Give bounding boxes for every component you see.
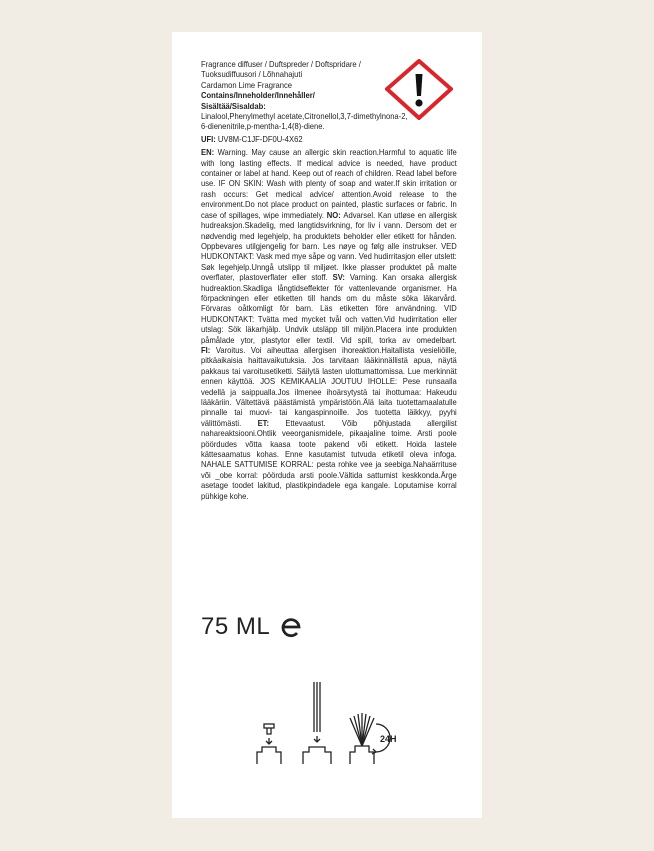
insert-reeds-icon xyxy=(303,682,331,764)
warning-text-fi: Varoitus. Voi aiheuttaa allergisen ihoreaktion.Haitallista vesieliöille, pitkäaikaisia haittavaikutuksia. Jos tarvitaan lääkinnällistä apua, näytä pakkaus tai varoitusetiketti. Säilytä lasten ulottumattomissa. Lue merkinnät ennen käyttöä. JOS KEMIKAALIA JOUTUU IHOLLE: Pese runsaalla vedellä ja saippualla.Jos ilmenee ihoärsytystä tai ihottumaa: Hakeudu lääkäriin. Vältettävä päästämistä ympäristöön.Älä laita tuotettamaalatulle pinnalle tai muovi- tai kangaspinnoille. Jos tuotetta läikkyy, pyyhi välittömästi. xyxy=(201,345,457,428)
e-mark-icon xyxy=(280,616,302,638)
warning-text-et: Ettevaatust. Võib põhjustada allergilist nahareaktsiooni.Ohtlik veeorganismidele, pikaajaline toime. Arsti poole pöördudes võtta kaasa toote pakend või etikett. Hoida lastele kättesaamatus kohas. Enne kasutamist tutvuda etiketil oleva infoga. NAHALE SATTUMISE KORRAL: pesta rohke vee ja seebiga.Nahaärrituse või _obe korral: pöörduda arsti poole.Vältida sattumist keskkonda.Ärge asetage toodet lakitud, plastikpindadele ega kangale. Loputamise korral pühkige kohe. xyxy=(201,418,457,501)
product-name-line2: Tuoksudiffuusori / Lõhnahajuti xyxy=(201,70,303,80)
warning-code-sv: SV: xyxy=(332,273,345,283)
volume-line xyxy=(201,613,302,641)
volume-value: 75 ML xyxy=(201,613,271,640)
contains-heading-line1: Contains/Inneholder/Innehåller/ xyxy=(201,91,315,101)
product-label xyxy=(172,32,482,818)
ufi-label: UFI: xyxy=(201,134,216,144)
fragrance-name: Cardamon Lime Fragrance xyxy=(201,80,292,90)
warning-code-en: EN: xyxy=(201,148,215,158)
contains-heading-line2: Sisältää/Sisaldab: xyxy=(201,101,266,111)
warning-text-sv: Varning. Kan orsaka allergisk hudreaktion.Skadliga långtidseffekter för vattenlevande organismer. Ha förpackningen eller etiketten till hands om du måste söka läkarvård. Förvaras oåtkomligt för barn. Läs etiketten före användning. VID HUDKONTAKT: Tvätta med mycket tvål och vatten.Vid hudirritation eller utslag: Sök läkarhjälp. Undvik utsläpp till miljön.Placera inte produkten påmålade ytor, plastytor eller textil. Vid spill, torka av omedelbart. xyxy=(201,273,457,345)
ingredients-line2: 6-dienenitrile,p-mentha-1,4(8)-diene. xyxy=(201,122,325,132)
warning-code-et: ET: xyxy=(257,418,269,428)
ingredients-line1: Linalool,Phenylmethyl acetate,Citronellol,3,7-dimethylnona-2, xyxy=(201,112,408,122)
ufi-line xyxy=(201,135,439,145)
warning-text-no: Advarsel. Kan utløse en allergisk hudreaksjon.Skadelig, med langtidsvirkning, for liv i vann. Dersom det er nødvendig med legehjelp, ha produktets beholder eller etikett for hånden. Oppbevares utilgjengelig for barn. Les nøye og følg alle instrukser. VED HUDKONTAKT: Vask med mye såpe og vann. Ved hudirritasjon eller utslett: Søk legehjelp.Unngå utslipp til miljøet. Ikke plasser produktet på malte overflater, plastoverflater eller stoff. xyxy=(201,210,457,283)
ghs-exclamation-icon xyxy=(385,59,453,120)
usage-instructions xyxy=(254,680,414,770)
warning-code-fi: FI: xyxy=(201,345,211,355)
warning-code-no: NO: xyxy=(326,210,341,220)
duration-label: 24H xyxy=(380,734,397,744)
label-text xyxy=(201,60,457,502)
diffuser-cap-open-icon xyxy=(257,724,281,764)
product-name-line1: Fragrance diffuser / Duftspreder / Doftspridare / xyxy=(201,60,361,69)
ufi-code: UV8M-C1JF-DF0U-4X62 xyxy=(217,134,303,144)
warnings-paragraph xyxy=(201,148,457,502)
warning-text-en: Warning. May cause an allergic skin reaction.Harmful to aquatic life with long lasting effects. If medical advice is needed, have product container or label at hand. Keep out of reach of children. Read label before use. IF ON SKIN: Wash with plenty of soap and water.If skin irritation or rash occurs: Get medical advice/ attention.Avoid release to the environment.Do not place product on painted, plastic surfaces or fabric. In case of spillages, wipe immediately. xyxy=(201,148,457,220)
